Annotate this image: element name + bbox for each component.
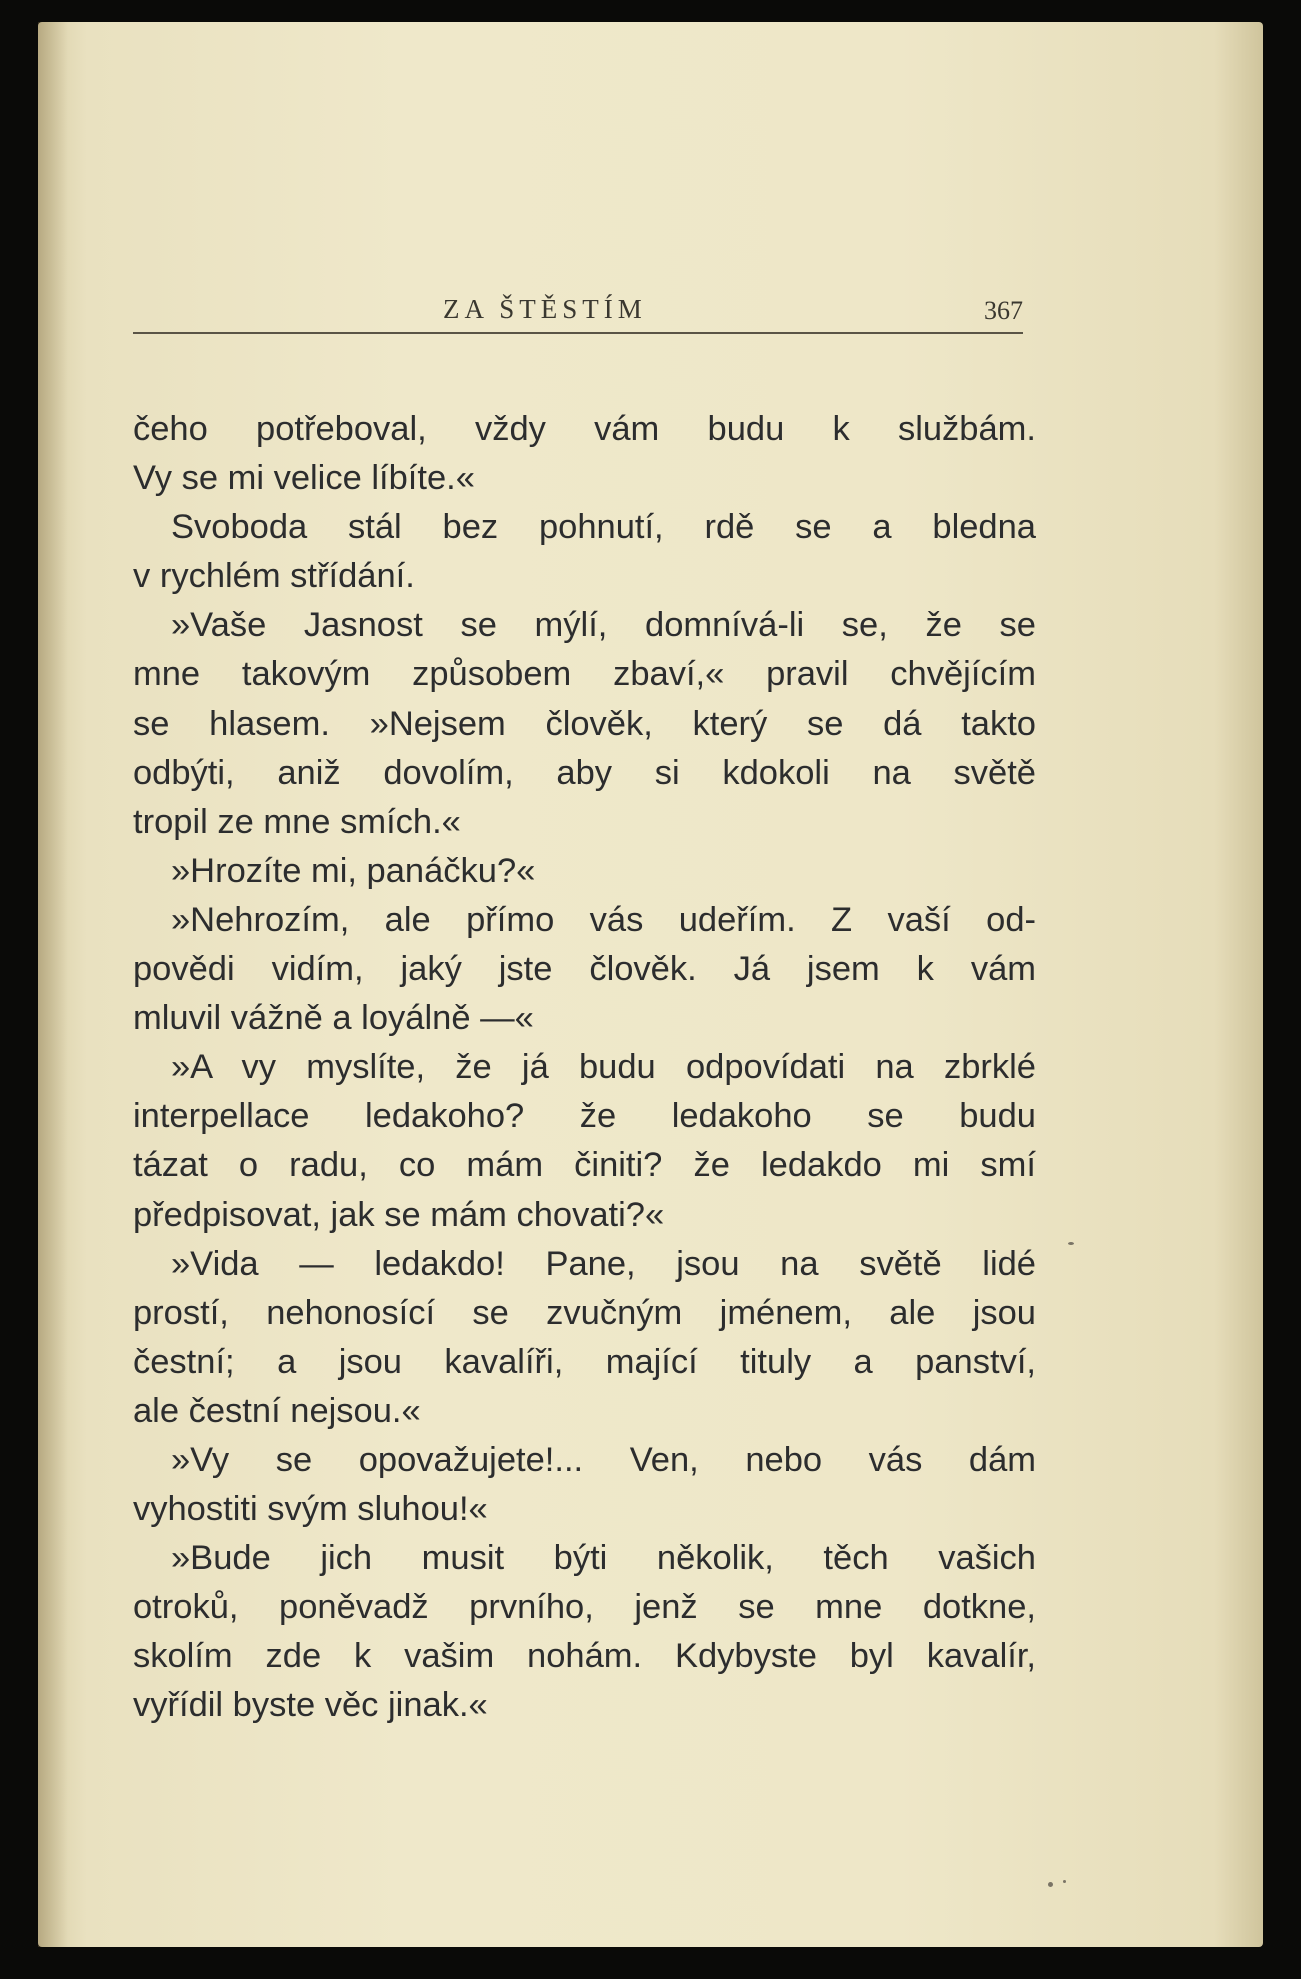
text-line: ale čestní nejsou.«: [133, 1391, 421, 1430]
text-line: »A vy myslíte, že já budu odpovídati na zbrklé: [171, 1048, 1036, 1087]
text-line: odbýti, aniž dovolím, aby si kdokoli na světě: [133, 753, 1036, 792]
text-line: otroků, poněvadž prvního, jenž se mne dotkne,: [133, 1588, 1036, 1627]
body-text: [133, 405, 1036, 1731]
book-page: [38, 22, 1263, 1947]
text-line: čeho potřeboval, vždy vám budu k službám.: [133, 410, 1036, 448]
text-line: tropil ze mne smích.«: [133, 802, 461, 841]
text-line: předpisovat, jak se mám chovati?«: [133, 1195, 665, 1234]
text-line: mne takovým způsobem zbaví,« pravil chvějícím: [133, 655, 1036, 694]
text-line: skolím zde k vašim nohám. Kdybyste byl kavalír,: [133, 1637, 1036, 1676]
text-line: »Nehrozím, ale přímo vás udeřím. Z vaší od-: [171, 900, 1036, 939]
text-line: »Vy se opovažujete!... Ven, nebo vás dám: [171, 1440, 1036, 1479]
paper-speck: [1048, 1882, 1053, 1887]
running-head: [133, 292, 1023, 334]
text-line: interpellace ledakoho? že ledakoho se budu: [133, 1097, 1036, 1136]
text-line: v rychlém střídání.: [133, 557, 415, 596]
text-line: Svoboda stál bez pohnutí, rdě se a bledna: [171, 508, 1036, 547]
text-line: tázat o radu, co mám činiti? že ledakdo mi smí: [133, 1146, 1036, 1185]
paper-speck: [1063, 1880, 1066, 1883]
text-line: prostí, nehonosící se zvučným jménem, ale jsou: [133, 1293, 1036, 1332]
text-line: »Vaše Jasnost se mýlí, domnívá-li se, že se: [171, 606, 1036, 645]
text-line: »Hrozíte mi, panáčku?«: [171, 851, 536, 890]
text-line: čestní; a jsou kavalíři, mající tituly a panství,: [133, 1342, 1036, 1381]
text-line: »Bude jich musit býti několik, těch vašich: [171, 1539, 1036, 1578]
running-title: ZA ŠTĚSTÍM: [443, 294, 647, 324]
text-line: vyhostiti svým sluhou!«: [133, 1490, 488, 1529]
page-gutter-shadow: [38, 22, 68, 1947]
text-line: se hlasem. »Nejsem člověk, který se dá takto: [133, 704, 1036, 743]
text-line: »Vida — ledakdo! Pane, jsou na světě lidé: [171, 1244, 1036, 1283]
paper-speck: [1068, 1242, 1074, 1245]
text-line: vyřídil byste věc jinak.«: [133, 1686, 488, 1725]
text-line: povědi vidím, jaký jste člověk. Já jsem k vám: [133, 950, 1036, 989]
text-line: mluvil vážně a loyálně —«: [133, 999, 534, 1038]
text-line: Vy se mi velice líbíte.«: [133, 459, 475, 498]
page-number: 367: [984, 296, 1023, 325]
